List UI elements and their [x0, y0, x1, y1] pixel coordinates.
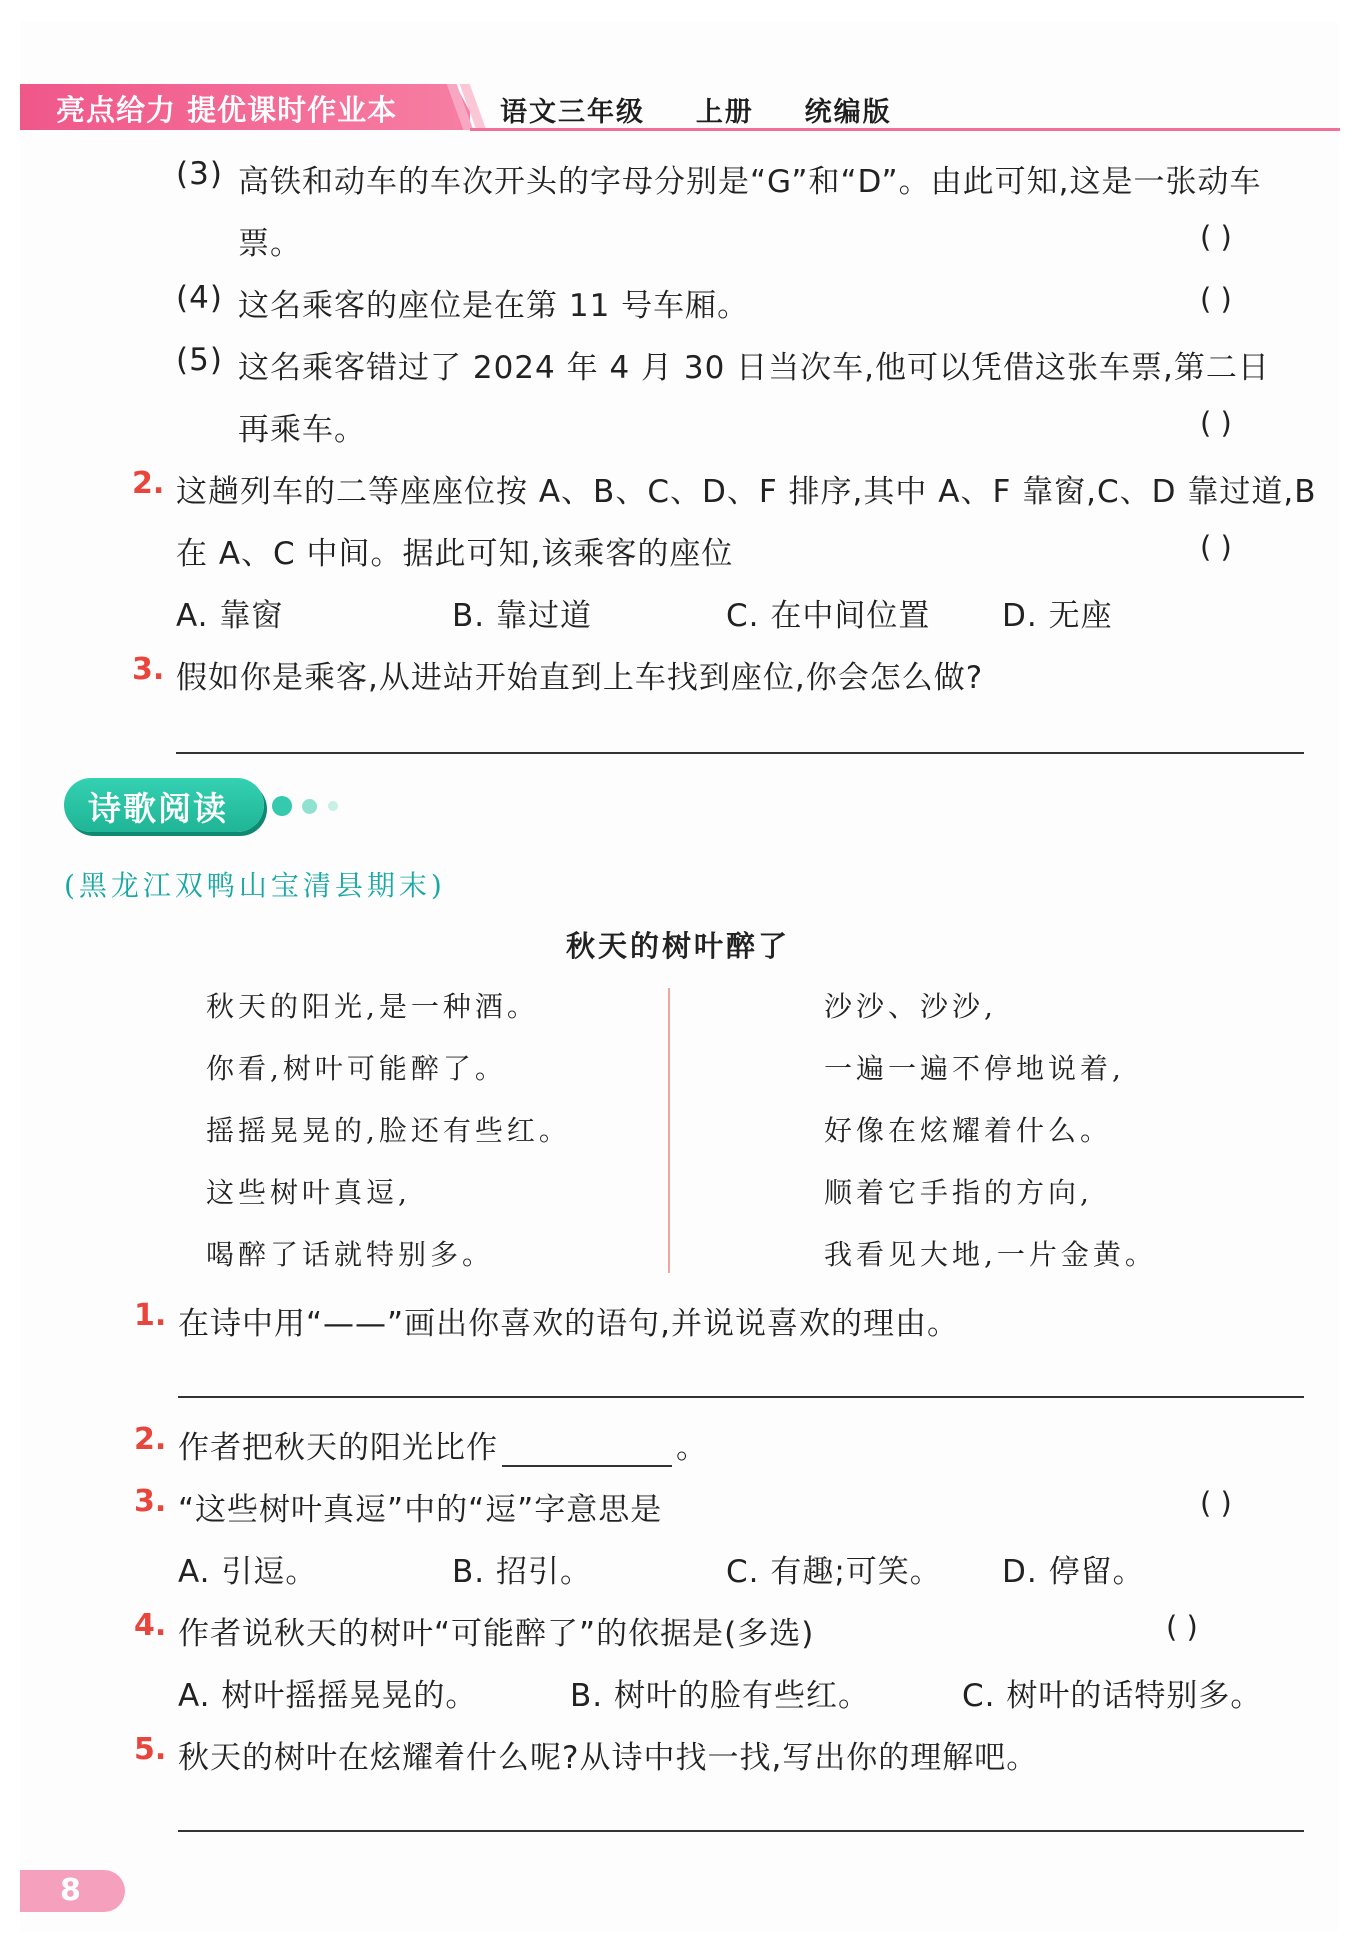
question2-line1: 这趟列车的二等座座位按 A、B、C、D、F 排序,其中 A、F 靠窗,C、D 靠过道,B: [176, 474, 1317, 510]
dot-icon: [302, 799, 317, 814]
poem-q3-option-a: A. 引逗。: [178, 1554, 318, 1590]
poem-right-line-5: 我看见大地,一片金黄。: [824, 1238, 1157, 1271]
poem-divider: [668, 988, 670, 1273]
poem-q3-number: 3.: [134, 1484, 167, 1519]
poem-right-line-1: 沙沙、沙沙,: [824, 990, 997, 1023]
poem-title: 秋天的树叶醉了: [566, 929, 791, 963]
dot-icon: [328, 801, 338, 811]
poem-q5-text: 秋天的树叶在炫耀着什么呢?从诗中找一找,写出你的理解吧。: [178, 1740, 1039, 1776]
poem-left-line-3: 摇摇晃晃的,脸还有些红。: [206, 1114, 571, 1147]
q4-label: (4): [176, 280, 223, 316]
poem-q4-text: 作者说秋天的树叶“可能醉了”的依据是(多选): [178, 1616, 815, 1652]
page-number: 8: [60, 1873, 81, 1908]
header-info: [500, 90, 892, 129]
poem-q5-number: 5.: [134, 1732, 167, 1767]
question2-option-a: A. 靠窗: [176, 598, 284, 634]
poem-q2-blank[interactable]: [502, 1439, 672, 1467]
poem-q2-text-before: 作者把秋天的阳光比作: [178, 1430, 498, 1466]
q4-answer-paren[interactable]: ( ): [1200, 282, 1232, 316]
poem-q4-option-b: B. 树叶的脸有些红。: [570, 1678, 870, 1714]
question2-option-b: B. 靠过道: [452, 598, 592, 634]
poem-q3-option-d: D. 停留。: [1002, 1554, 1145, 1590]
question2-option-c: C. 在中间位置: [726, 598, 931, 634]
poem-right-line-4: 顺着它手指的方向,: [824, 1176, 1093, 1209]
poem-q2-text: [178, 1422, 708, 1467]
poem-right-line-2: 一遍一遍不停地说着,: [824, 1052, 1125, 1085]
poem-q3-answer-paren[interactable]: ( ): [1200, 1486, 1232, 1520]
q3-label: (3): [176, 156, 223, 192]
q3-answer-paren[interactable]: ( ): [1200, 220, 1232, 254]
poem-q2-text-after: 。: [676, 1430, 708, 1466]
question2-number: 2.: [132, 466, 165, 501]
poem-q1-answer-line[interactable]: [178, 1396, 1304, 1398]
question2-line2: 在 A、C 中间。据此可知,该乘客的座位: [176, 536, 734, 572]
question2-answer-paren[interactable]: ( ): [1200, 530, 1232, 564]
q5-line1: 这名乘客错过了 2024 年 4 月 30 日当次车,他可以凭借这张车票,第二日: [238, 350, 1270, 386]
poem-source: (黑龙江双鸭山宝清县期末): [64, 869, 446, 902]
poem-left-line-1: 秋天的阳光,是一种酒。: [206, 990, 539, 1023]
poem-left-line-5: 喝醉了话就特别多。: [206, 1238, 495, 1271]
poem-left-line-2: 你看,树叶可能醉了。: [206, 1052, 507, 1085]
poem-q4-answer-paren[interactable]: ( ): [1166, 1610, 1198, 1644]
q5-line2: 再乘车。: [238, 412, 366, 448]
q5-label: (5): [176, 342, 223, 378]
poem-left-line-4: 这些树叶真逗,: [206, 1176, 411, 1209]
poem-q3-option-c: C. 有趣;可笑。: [726, 1554, 942, 1590]
poem-q1-text: 在诗中用“——”画出你喜欢的语句,并说说喜欢的理由。: [178, 1306, 959, 1342]
q3-line1: 高铁和动车的车次开头的字母分别是“G”和“D”。由此可知,这是一张动车: [238, 164, 1262, 200]
question3-answer-line[interactable]: [176, 752, 1304, 754]
q5-answer-paren[interactable]: ( ): [1200, 406, 1232, 440]
poem-q5-answer-line[interactable]: [178, 1830, 1304, 1832]
question3-text: 假如你是乘客,从进站开始直到上车找到座位,你会怎么做?: [176, 660, 984, 696]
poem-q4-option-c: C. 树叶的话特别多。: [962, 1678, 1263, 1714]
header-subject: 语文三年级: [500, 97, 645, 128]
poem-q1-number: 1.: [134, 1298, 167, 1333]
poem-q2-number: 2.: [134, 1422, 167, 1457]
section-title: 诗歌阅读: [88, 789, 228, 828]
header-volume: 上册: [695, 97, 754, 128]
poem-q4-number: 4.: [134, 1608, 167, 1643]
question3-number: 3.: [132, 652, 165, 687]
poem-right-line-3: 好像在炫耀着什么。: [824, 1114, 1113, 1147]
dot-icon: [272, 796, 292, 816]
question2-option-d: D. 无座: [1002, 598, 1113, 634]
poem-q4-option-a: A. 树叶摇摇晃晃的。: [178, 1678, 478, 1714]
q4-text: 这名乘客的座位是在第 11 号车厢。: [238, 288, 750, 324]
header-edition: 统编版: [804, 97, 892, 128]
poem-q3-option-b: B. 招引。: [452, 1554, 592, 1590]
header-brand: 亮点给力 提优课时作业本: [56, 93, 398, 127]
q3-line2: 票。: [238, 226, 302, 262]
poem-q3-text: “这些树叶真逗”中的“逗”字意思是: [178, 1492, 663, 1528]
